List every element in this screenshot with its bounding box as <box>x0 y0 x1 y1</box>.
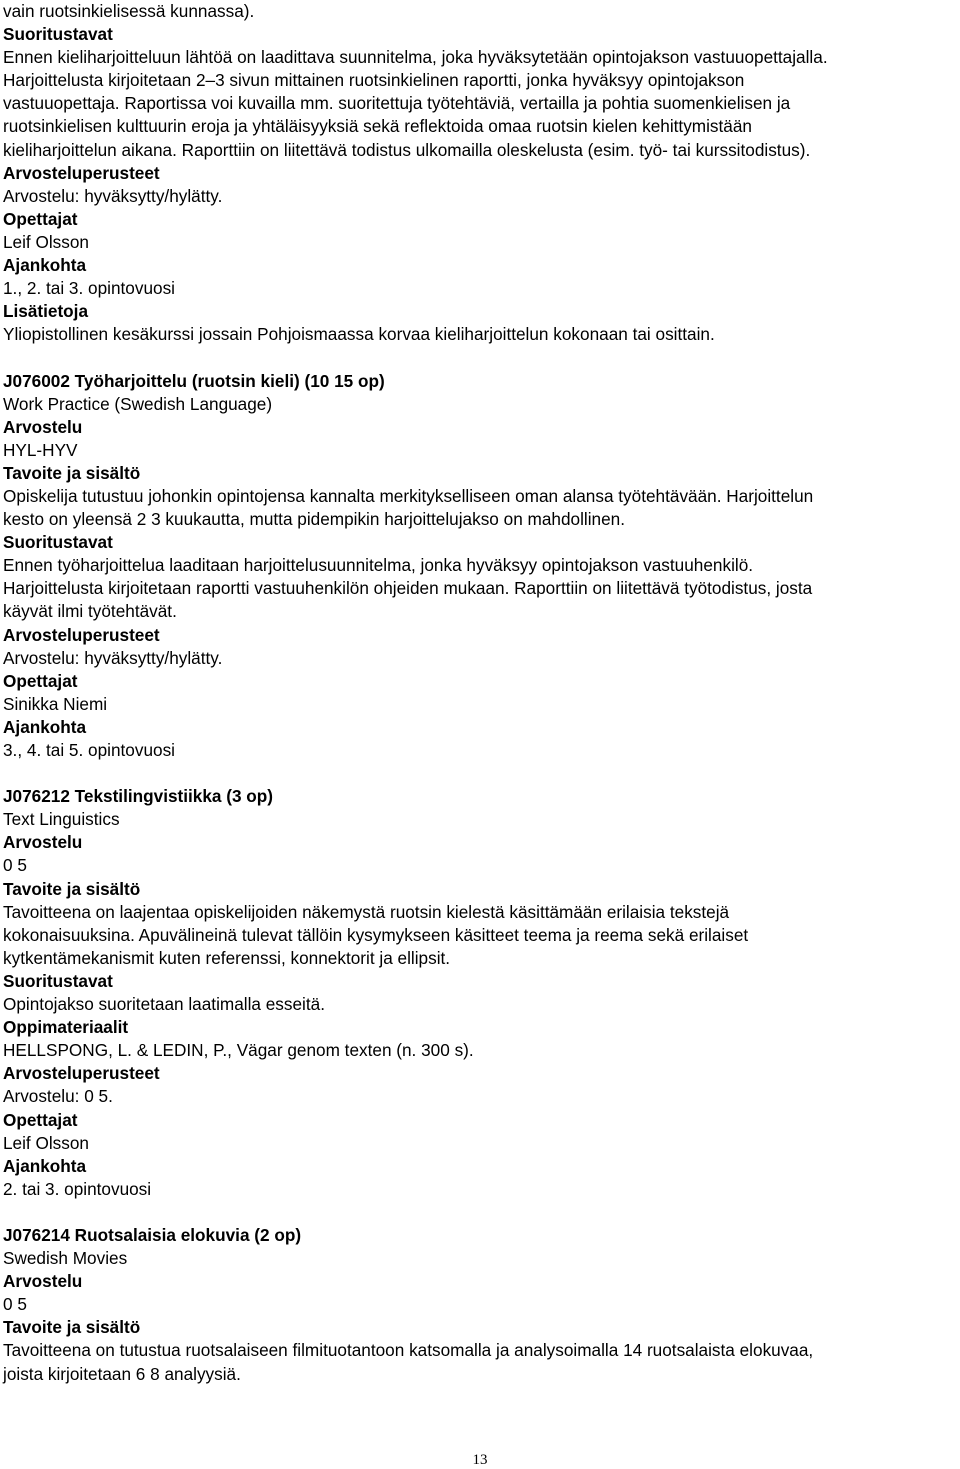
body-text-line: Ennen kieliharjoitteluun lähtöä on laadittava suunnitelma, joka hyväksytetään opintojakson vastuuopettajalla. <box>3 47 828 68</box>
section-spacer <box>3 1201 953 1224</box>
body-text-line: Harjoittelusta kirjoitetaan 2–3 sivun mittainen ruotsinkielinen raportti, jonka hyväksyy opintojakson <box>3 70 745 91</box>
section-heading: Arvostelu <box>3 416 83 437</box>
section-heading: Arvosteluperusteet <box>3 624 160 645</box>
course-title: J076002 Työharjoittelu (ruotsin kieli) (10 15 op) <box>3 370 385 391</box>
section-heading: Opettajat <box>3 1109 78 1130</box>
body-text-line: Arvostelu: hyväksytty/hylätty. <box>3 647 223 668</box>
section-heading: Arvostelu <box>3 1271 83 1292</box>
section-heading: Opettajat <box>3 670 78 691</box>
body-text-line: 0 5 <box>3 1294 27 1315</box>
body-text-line: Arvostelu: hyväksytty/hylätty. <box>3 185 223 206</box>
body-text-line: 0 5 <box>3 855 27 876</box>
body-text-line: Opiskelija tutustuu johonkin opintojensa kannalta merkitykselliseen oman alansa työtehtävään. Harjoittelun <box>3 485 814 506</box>
section-heading: Lisätietoja <box>3 301 89 322</box>
body-text-line: Work Practice (Swedish Language) <box>3 393 273 414</box>
body-text-line: Text Linguistics <box>3 809 120 830</box>
section-heading: Arvosteluperusteet <box>3 1063 160 1084</box>
body-text-line: Harjoittelusta kirjoitetaan raportti vastuuhenkilön ohjeiden mukaan. Raporttiin on liitettävä työtodistus, josta <box>3 578 813 599</box>
body-text-line: joista kirjoitetaan 6 8 analyysiä. <box>3 1363 241 1384</box>
body-text-line: 1., 2. tai 3. opintovuosi <box>3 278 175 299</box>
section-heading: Opettajat <box>3 208 78 229</box>
body-text-line: kieliharjoittelun aikana. Raporttiin on liitettävä todistus ulkomailla oleskelusta (esim. työ- tai kurssitodistus). <box>3 139 811 160</box>
section-heading: Oppimateriaalit <box>3 1017 129 1038</box>
body-text-line: Yliopistollinen kesäkurssi jossain Pohjoismaassa korvaa kieliharjoittelun kokonaan tai osittain. <box>3 324 715 345</box>
body-text-line: Arvostelu: 0 5. <box>3 1086 113 1107</box>
section-heading: Ajankohta <box>3 255 87 276</box>
body-text-line: Tavoitteena on tutustua ruotsalaiseen filmituotantoon katsomalla ja analysoimalla 14 ruotsalaista elokuvaa, <box>3 1340 814 1361</box>
body-text-line: kokonaisuuksina. Apuvälineinä tulevat tällöin kysymykseen käsitteet teema ja reema sekä erilaiset <box>3 924 749 945</box>
document-body <box>3 0 953 1386</box>
body-text-line: HELLSPONG, L. & LEDIN, P., Vägar genom texten (n. 300 s). <box>3 1040 474 1061</box>
body-text-line: Leif Olsson <box>3 1132 89 1153</box>
body-text-line: Leif Olsson <box>3 231 89 252</box>
body-text-line: Opintojakso suoritetaan laatimalla esseitä. <box>3 994 325 1015</box>
body-text-line: Ennen työharjoittelua laaditaan harjoittelusuunnitelma, jonka hyväksyy opintojakson vastuuhenkilö. <box>3 555 754 576</box>
section-heading: Tavoite ja sisältö <box>3 1317 141 1338</box>
section-heading: Suoritustavat <box>3 532 113 553</box>
section-spacer <box>3 346 953 369</box>
section-heading: Tavoite ja sisältö <box>3 462 141 483</box>
page-number: 13 <box>472 1452 488 1468</box>
body-text-line: HYL-HYV <box>3 439 78 460</box>
body-text-line: Sinikka Niemi <box>3 693 108 714</box>
body-text-line: kesto on yleensä 2 3 kuukautta, mutta pidempikin harjoittelujakso on mahdollinen. <box>3 509 625 530</box>
body-text-line: 3., 4. tai 5. opintovuosi <box>3 740 175 760</box>
section-heading: Tavoite ja sisältö <box>3 878 141 899</box>
section-heading: Arvostelu <box>3 832 83 853</box>
body-text-line: ruotsinkielisen kulttuurin eroja ja yhtäläisyyksiä sekä reflektoida omaa ruotsin kielen kehittymistään <box>3 116 752 137</box>
section-heading: Suoritustavat <box>3 24 113 45</box>
body-text-line: vain ruotsinkielisessä kunnassa). <box>3 1 255 21</box>
body-text-line: 2. tai 3. opintovuosi <box>3 1178 152 1199</box>
body-text-line: vastuuopettaja. Raportissa voi kuvailla mm. suoritettuja työtehtäviä, vertailla ja pohtia suomenkielisen ja <box>3 93 791 114</box>
body-text-line: Tavoitteena on laajentaa opiskelijoiden näkemystä ruotsin kielestä käsittämään erilaisia tekstejä <box>3 901 730 922</box>
body-text-line: Swedish Movies <box>3 1248 128 1269</box>
section-heading: Arvosteluperusteet <box>3 162 160 183</box>
section-heading: Ajankohta <box>3 716 87 737</box>
course-title: J076214 Ruotsalaisia elokuvia (2 op) <box>3 1224 302 1245</box>
section-heading: Ajankohta <box>3 1155 87 1176</box>
section-spacer <box>3 762 953 785</box>
course-title: J076212 Tekstilingvistiikka (3 op) <box>3 786 274 807</box>
body-text-line: kytkentämekanismit kuten referenssi, konnektorit ja ellipsit. <box>3 947 451 968</box>
body-text-line: käyvät ilmi työtehtävät. <box>3 601 177 622</box>
section-heading: Suoritustavat <box>3 970 113 991</box>
